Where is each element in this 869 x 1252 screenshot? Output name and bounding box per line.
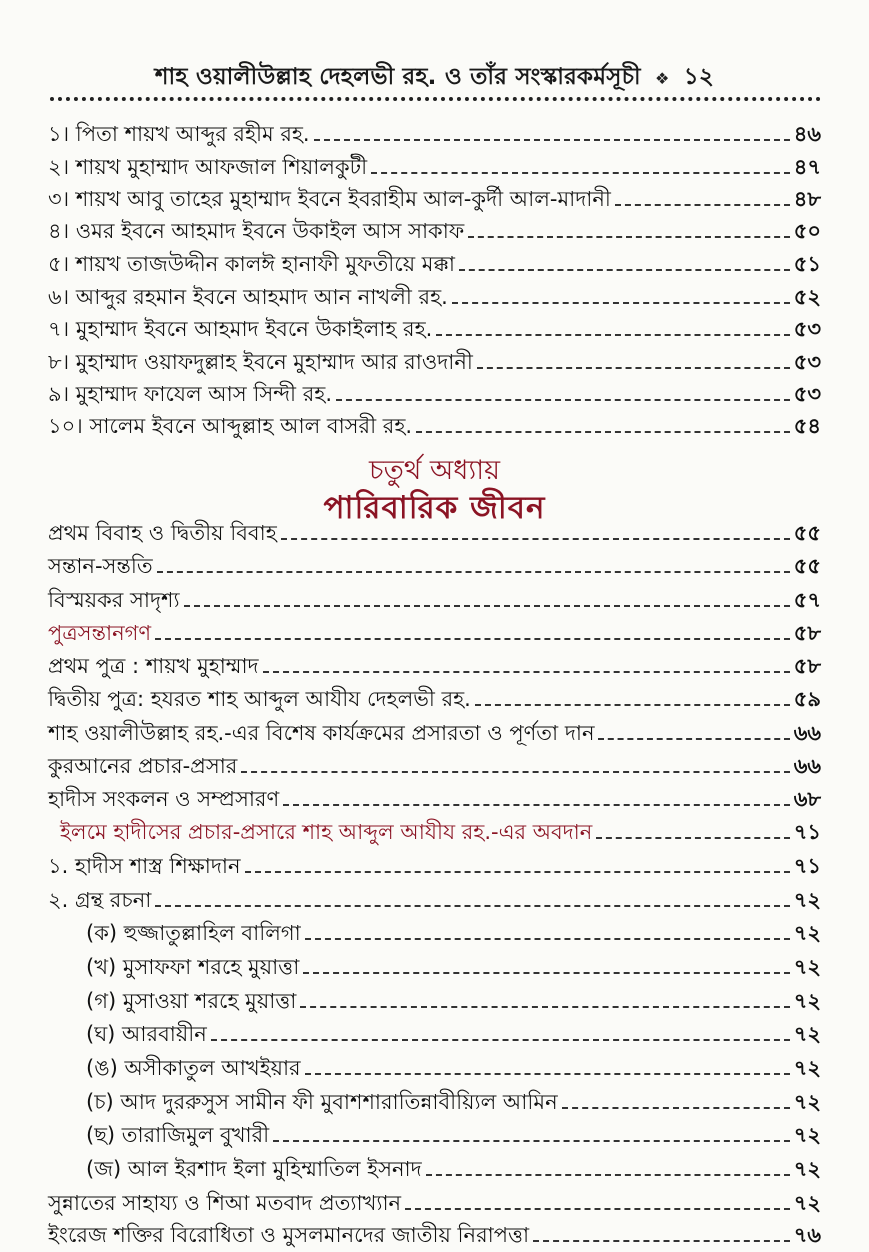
toc-entry-page: ৭৬ <box>793 1223 821 1247</box>
header-page-number: ১২ <box>683 64 715 90</box>
dot-leader <box>426 1174 790 1176</box>
toc-subentry[interactable] <box>86 985 821 1015</box>
dot-leader <box>263 671 790 673</box>
dot-leader <box>405 1208 790 1210</box>
toc-entry-title: ১০। সালেম ইবনে আব্দুল্লাহ আল বাসরী রহ. <box>48 414 413 438</box>
toc-entry-page: ৭২ <box>793 921 821 945</box>
toc-entry[interactable] <box>48 584 821 614</box>
dot-leader <box>155 905 789 907</box>
toc-entry[interactable] <box>48 248 821 278</box>
dot-leader <box>273 1140 790 1142</box>
toc-entry-page: ৫২ <box>793 285 821 309</box>
toc-entry[interactable] <box>48 550 821 580</box>
toc-entry-title: ১. হাদীস শাস্ত্র শিক্ষাদান <box>48 854 241 878</box>
dot-leader <box>436 334 789 336</box>
dot-leader <box>157 571 790 573</box>
toc-entry[interactable] <box>48 378 821 408</box>
toc-entry-title: বিস্ময়কর সাদৃশ্য <box>48 588 180 612</box>
dot-leader <box>184 605 790 607</box>
dot-leader <box>416 431 790 433</box>
chapter-title: পারিবারিক জীবন <box>323 490 546 526</box>
dot-leader <box>300 1006 789 1008</box>
toc-entry[interactable] <box>48 313 821 343</box>
toc-entry-page: ৭১ <box>793 854 821 878</box>
toc-entry-page: ৫৭ <box>793 588 821 612</box>
toc-entry-page: ৫৫ <box>793 521 821 545</box>
dot-leader <box>211 1039 790 1041</box>
toc-entry[interactable] <box>48 850 821 880</box>
toc-entry-title: (চ) আদ দুররুসুস সামীন ফী মুবাশশারাতিন্নাবীয়্যিল আমিন <box>86 1090 558 1114</box>
toc-entry-title: শাহ ওয়ালীউল্লাহ রহ.-এর বিশেষ কার্যক্রমের প্রসারতা ও পূর্ণতা দান <box>48 721 595 745</box>
dot-leader <box>371 172 790 174</box>
dot-leader <box>596 837 789 839</box>
toc-entry-title: (খ) মুসাফফা শরহে মুয়াত্তা <box>86 955 300 979</box>
chapter-number: চতুর্থ অধ্যায় <box>369 455 500 486</box>
toc-entry[interactable] <box>48 346 821 376</box>
dot-leader <box>336 399 790 401</box>
dot-leader <box>459 269 790 271</box>
dot-leader <box>562 1107 790 1109</box>
toc-entry-title: ৯। মুহাম্মাদ ফাযেল আস সিন্দী রহ. <box>48 382 332 406</box>
toc-entry-page: ৫৩ <box>793 382 821 406</box>
toc-entry-page: ৫৩ <box>793 350 821 374</box>
toc-entry[interactable] <box>48 151 821 181</box>
toc-entry[interactable] <box>48 717 821 747</box>
toc-entry-page: ৭২ <box>793 989 821 1013</box>
toc-subentry[interactable] <box>86 917 821 947</box>
dot-leader <box>245 871 790 873</box>
toc-entry-page: ৬৬ <box>793 721 821 745</box>
toc-entry-title: ৪। ওমর ইবনে আহমাদ ইবনে উকাইল আস সাকাফ <box>48 219 465 243</box>
toc-entry-page: ৭২ <box>793 1123 821 1147</box>
toc-entry-title: (গ) মুসাওয়া শরহে মুয়াত্তা <box>86 989 297 1013</box>
toc-entry-title: দ্বিতীয় পুত্র: হযরত শাহ আব্দুল আযীয দেহলভী রহ. <box>48 687 471 711</box>
toc-entry-title: প্রথম পুত্র : শায়খ মুহাম্মাদ <box>48 654 259 678</box>
toc-entry-title: ২. গ্রন্থ রচনা <box>48 888 152 912</box>
toc-entry-title: হাদীস সংকলন ও সম্প্রসারণ <box>48 787 280 811</box>
toc-entry-page: ৭২ <box>793 888 821 912</box>
toc-entry[interactable] <box>48 215 821 245</box>
dot-leader <box>241 771 789 773</box>
toc-entry-page: ৫৫ <box>793 554 821 578</box>
toc-entry-title: ৫। শায়খ তাজউদ্দীন কালঈ হানাফী মুফতীয়ে মক্কা <box>48 252 455 276</box>
toc-entry[interactable] <box>48 750 821 780</box>
dot-leader <box>475 704 790 706</box>
dot-leader <box>303 972 789 974</box>
toc-entry-title: (ক) হুজ্জাতুল্লাহিল বালিগা <box>86 921 301 945</box>
toc-entry-title: ৮। মুহাম্মাদ ওয়াফদুল্লাহ ইবনে মুহাম্মাদ আর রাওদানী <box>48 350 473 374</box>
toc-entry-page: ৬৮ <box>793 787 821 811</box>
toc-entry-page: ৭১ <box>793 820 821 844</box>
toc-subentry[interactable] <box>86 1018 821 1048</box>
toc-entry-page: ৭২ <box>793 1022 821 1046</box>
toc-entry-page: ৫৯ <box>793 687 821 711</box>
dot-leader <box>283 804 790 806</box>
toc-entry-title: পুত্রসন্তানগণ <box>48 621 152 645</box>
toc-entry-page: ৫৮ <box>793 621 821 645</box>
toc-entry[interactable] <box>48 281 821 311</box>
toc-entry-title: কুরআনের প্রচার-প্রসার <box>48 754 238 778</box>
toc-entry-title: ২। শায়খ মুহাম্মাদ আফজাল শিয়ালকুটী <box>48 155 368 179</box>
diamond-ornament-icon: ❖ <box>655 69 670 88</box>
toc-entry-title: প্রথম বিবাহ ও দ্বিতীয় বিবাহ <box>48 521 277 545</box>
dot-leader <box>305 1073 790 1075</box>
toc-entry-page: ৪৭ <box>793 155 821 179</box>
toc-entry-title: (ঘ) আরবায়ীন <box>86 1022 207 1046</box>
toc-subentry[interactable] <box>86 1119 821 1149</box>
toc-entry[interactable] <box>48 410 821 440</box>
toc-section-heading[interactable] <box>60 816 821 846</box>
toc-entry-title: সুন্নাতের সাহায্য ও শিআ মতবাদ প্রত্যাখ্যান <box>48 1191 402 1215</box>
toc-entry-title: (জ) আল ইরশাদ ইলা মুহিম্মাতিল ইসনাদ <box>86 1157 422 1181</box>
dot-leader <box>452 302 790 304</box>
header-title: শাহ ওয়ালীউল্লাহ দেহলভী রহ. ও তাঁর সংস্কারকর্মসূচী <box>154 64 641 90</box>
toc-entry-page: ৫৩ <box>793 317 821 341</box>
toc-entry-title: ইংরেজ শক্তির বিরোধিতা ও মুসলমানদের জাতীয় নিরাপত্তা <box>48 1223 530 1247</box>
toc-entry-page: ৭২ <box>793 1090 821 1114</box>
toc-entry-title: ৩। শায়খ আবু তাহের মুহাম্মাদ ইবনে ইবরাহীম আল-কুর্দী আল-মাদানী <box>48 187 611 211</box>
toc-entry-title: (ছ) তারাজিমুল বুখারী <box>86 1123 270 1147</box>
toc-entry-title: ৬। আব্দুর রহমান ইবনে আহমাদ আন নাখলী রহ. <box>48 285 448 309</box>
toc-entry[interactable] <box>48 884 821 914</box>
toc-entry-title: (ঙ) অসীকাতুল আখইয়ার <box>86 1056 301 1080</box>
toc-entry[interactable] <box>48 1187 821 1217</box>
toc-section-heading[interactable] <box>48 617 821 647</box>
toc-subentry[interactable] <box>86 951 821 981</box>
dot-leader <box>477 367 790 369</box>
dot-leader <box>314 139 790 141</box>
toc-entry-page: ৭২ <box>793 955 821 979</box>
toc-subentry[interactable] <box>86 1086 821 1116</box>
toc-entry-page: ৪৮ <box>793 187 821 211</box>
toc-entry[interactable] <box>48 118 821 148</box>
toc-entry-page: ৫০ <box>793 219 821 243</box>
toc-entry[interactable] <box>48 650 821 680</box>
toc-entry-page: ৭২ <box>793 1191 821 1215</box>
toc-entry[interactable] <box>48 783 821 813</box>
toc-entry-title: ১। পিতা শায়খ আব্দুর রহীম রহ. <box>48 122 310 146</box>
toc-subentry[interactable] <box>86 1153 821 1183</box>
toc-entry-page: ৬৬ <box>793 754 821 778</box>
dot-leader <box>598 738 789 740</box>
toc-entry[interactable] <box>48 1219 821 1249</box>
toc-entry-page: ৭২ <box>793 1157 821 1181</box>
toc-entry-title: সন্তান-সন্ততি <box>48 554 153 578</box>
dot-leader <box>155 638 790 640</box>
dot-leader <box>281 538 790 540</box>
toc-entry-page: ৭২ <box>793 1056 821 1080</box>
dot-leader <box>305 938 790 940</box>
dot-leader <box>533 1240 790 1242</box>
toc-entry-page: ৫৮ <box>793 654 821 678</box>
toc-entry-title: ইলমে হাদীসের প্রচার-প্রসারে শাহ আব্দুল আযীয রহ.-এর অবদান <box>60 820 593 844</box>
toc-subentry[interactable] <box>86 1052 821 1082</box>
toc-entry-title: ৭। মুহাম্মাদ ইবনে আহমাদ ইবনে উকাইলাহ রহ. <box>48 317 433 341</box>
dot-leader <box>468 236 790 238</box>
toc-entry[interactable] <box>48 183 821 213</box>
toc-entry-page: ৪৬ <box>793 122 821 146</box>
toc-entry[interactable] <box>48 517 821 547</box>
toc-entry-page: ৫৪ <box>793 414 821 438</box>
dot-leader <box>615 204 790 206</box>
toc-entry[interactable] <box>48 683 821 713</box>
toc-entry-page: ৫১ <box>793 252 821 276</box>
